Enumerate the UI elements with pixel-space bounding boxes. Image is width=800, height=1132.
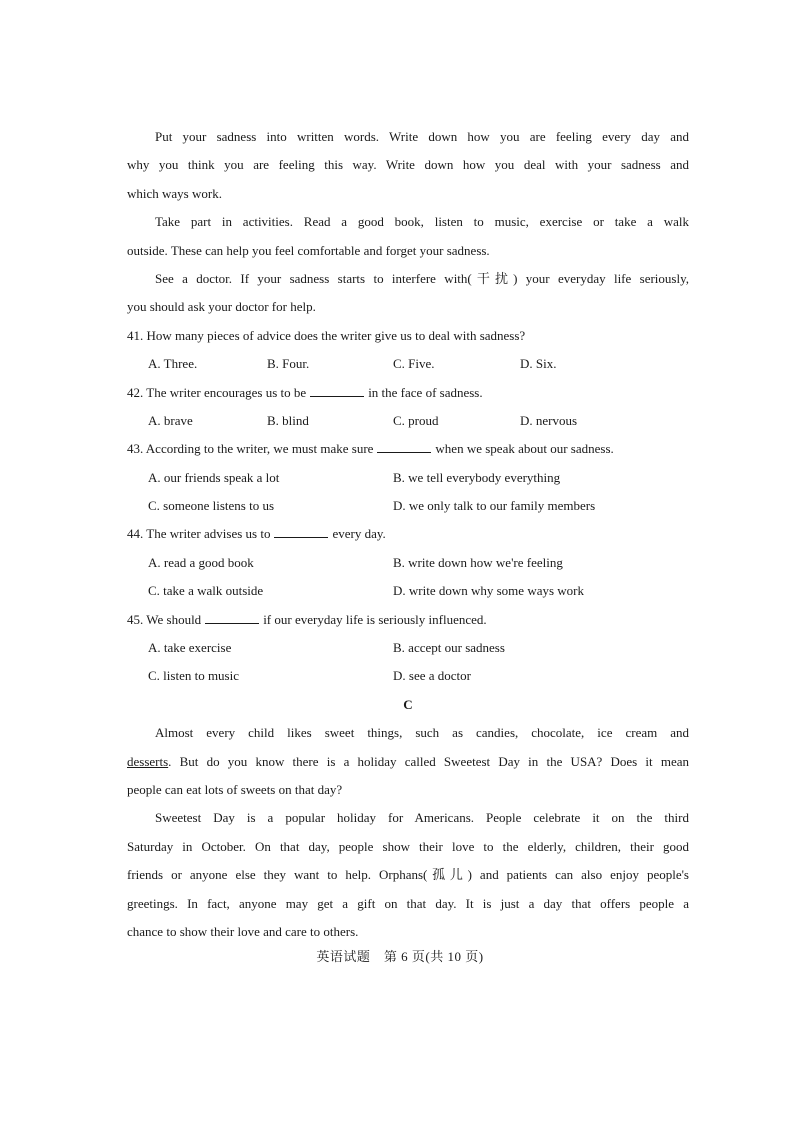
option-b: B. Four.: [267, 356, 310, 372]
underlined-word: desserts: [127, 753, 169, 769]
stem-after-blank: if our everyday life is seriously influenced.: [263, 611, 487, 627]
text-line: Almost every child likes sweet things, such as candies, chocolate, ice cream and: [155, 725, 689, 741]
text-line: greetings. In fact, anyone may get a gift on that day. It is just a day that offers people a: [127, 895, 689, 911]
section-c-paragraph-1: [127, 719, 689, 804]
page-footer: 英语试题 第 6 页(共 10 页): [316, 949, 484, 964]
stem-before-blank: 42. The writer encourages us to be: [127, 384, 307, 400]
stem-before-blank: 43. According to the writer, we must make sure: [127, 441, 374, 457]
question-42: [127, 379, 689, 436]
text-line: Put your sadness into written words. Write down how you are feeling every day and: [155, 129, 689, 144]
option-b: B. blind: [267, 412, 309, 428]
question-43: [127, 435, 689, 520]
text-line: Saturday in October. On that day, people show their love to the elderly, children, their good: [127, 838, 689, 854]
option-a: A. Three.: [148, 356, 198, 372]
option-b: B. we tell everybody everything: [393, 469, 561, 485]
question-stem: [127, 606, 689, 634]
answer-blank: [377, 438, 431, 453]
option-d: D. nervous: [520, 412, 578, 428]
passage-b-paragraph-1: [127, 123, 689, 208]
text-line: outside. These can help you feel comfortable and forget your sadness.: [127, 242, 490, 258]
text-line: See a doctor. If your sadness starts to interfere with(干扰) your everyday life seriously,: [155, 270, 689, 286]
stem-after-blank: every day.: [332, 526, 386, 542]
text-line: you should ask your doctor for help.: [127, 299, 316, 315]
exam-page-content: [127, 123, 689, 946]
text-line: [127, 748, 689, 776]
answer-blank: [274, 523, 328, 538]
text-line: Sweetest Day is a popular holiday for Americans. People celebrate it on the third: [155, 810, 689, 826]
option-c: C. Five.: [393, 356, 435, 372]
question-45: [127, 606, 689, 691]
option-row: [127, 464, 689, 492]
option-a: A. our friends speak a lot: [148, 469, 280, 485]
option-a: A. brave: [148, 412, 193, 428]
option-d: D. write down why some ways work: [393, 583, 585, 599]
option-row: [127, 662, 689, 690]
section-c-paragraph-2: [127, 804, 689, 946]
question-stem: [127, 379, 689, 407]
stem-after-blank: when we speak about our sadness.: [435, 441, 614, 457]
option-row: [127, 577, 689, 605]
text-line: which ways work.: [127, 185, 222, 201]
option-row: [127, 549, 689, 577]
option-row: [127, 634, 689, 662]
text-line: friends or anyone else they want to help. Orphans(孤儿) and patients can also enjoy people's: [127, 867, 689, 883]
option-d: D. we only talk to our family members: [393, 498, 596, 514]
question-stem: [127, 520, 689, 548]
option-c: C. proud: [393, 412, 439, 428]
option-row: [127, 407, 689, 435]
option-c: C. listen to music: [148, 668, 239, 684]
option-d: D. Six.: [520, 356, 557, 372]
passage-b-paragraph-3: [127, 265, 689, 322]
text-line: chance to show their love and care to others.: [127, 923, 359, 939]
option-row: [127, 492, 689, 520]
question-stem: [127, 435, 689, 463]
option-c: C. someone listens to us: [148, 498, 275, 514]
stem-before-blank: 44. The writer advises us to: [127, 526, 271, 542]
stem-after-blank: in the face of sadness.: [368, 384, 483, 400]
option-d: D. see a doctor: [393, 668, 471, 684]
option-a: A. take exercise: [148, 640, 232, 656]
text-line: why you think you are feeling this way. Write down how you deal with your sadness and: [127, 157, 689, 173]
option-c: C. take a walk outside: [148, 583, 264, 599]
text-line: Take part in activities. Read a good book, listen to music, exercise or take a walk: [155, 214, 689, 230]
option-a: A. read a good book: [148, 554, 254, 570]
option-row: [127, 350, 689, 378]
question-stem: 41. How many pieces of advice does the writer give us to deal with sadness?: [127, 327, 526, 343]
text-line: people can eat lots of sweets on that day?: [127, 781, 343, 797]
section-c-heading: C: [403, 696, 413, 712]
passage-b-paragraph-2: [127, 208, 689, 265]
text-span: . But do you know there is a holiday called Sweetest Day in the USA? Does it mean: [168, 753, 689, 769]
question-44: [127, 520, 689, 605]
option-b: B. accept our sadness: [393, 640, 505, 656]
answer-blank: [310, 382, 364, 397]
stem-before-blank: 45. We should: [127, 611, 202, 627]
option-b: B. write down how we're feeling: [393, 554, 563, 570]
answer-blank: [205, 609, 259, 624]
question-41: [127, 322, 689, 379]
